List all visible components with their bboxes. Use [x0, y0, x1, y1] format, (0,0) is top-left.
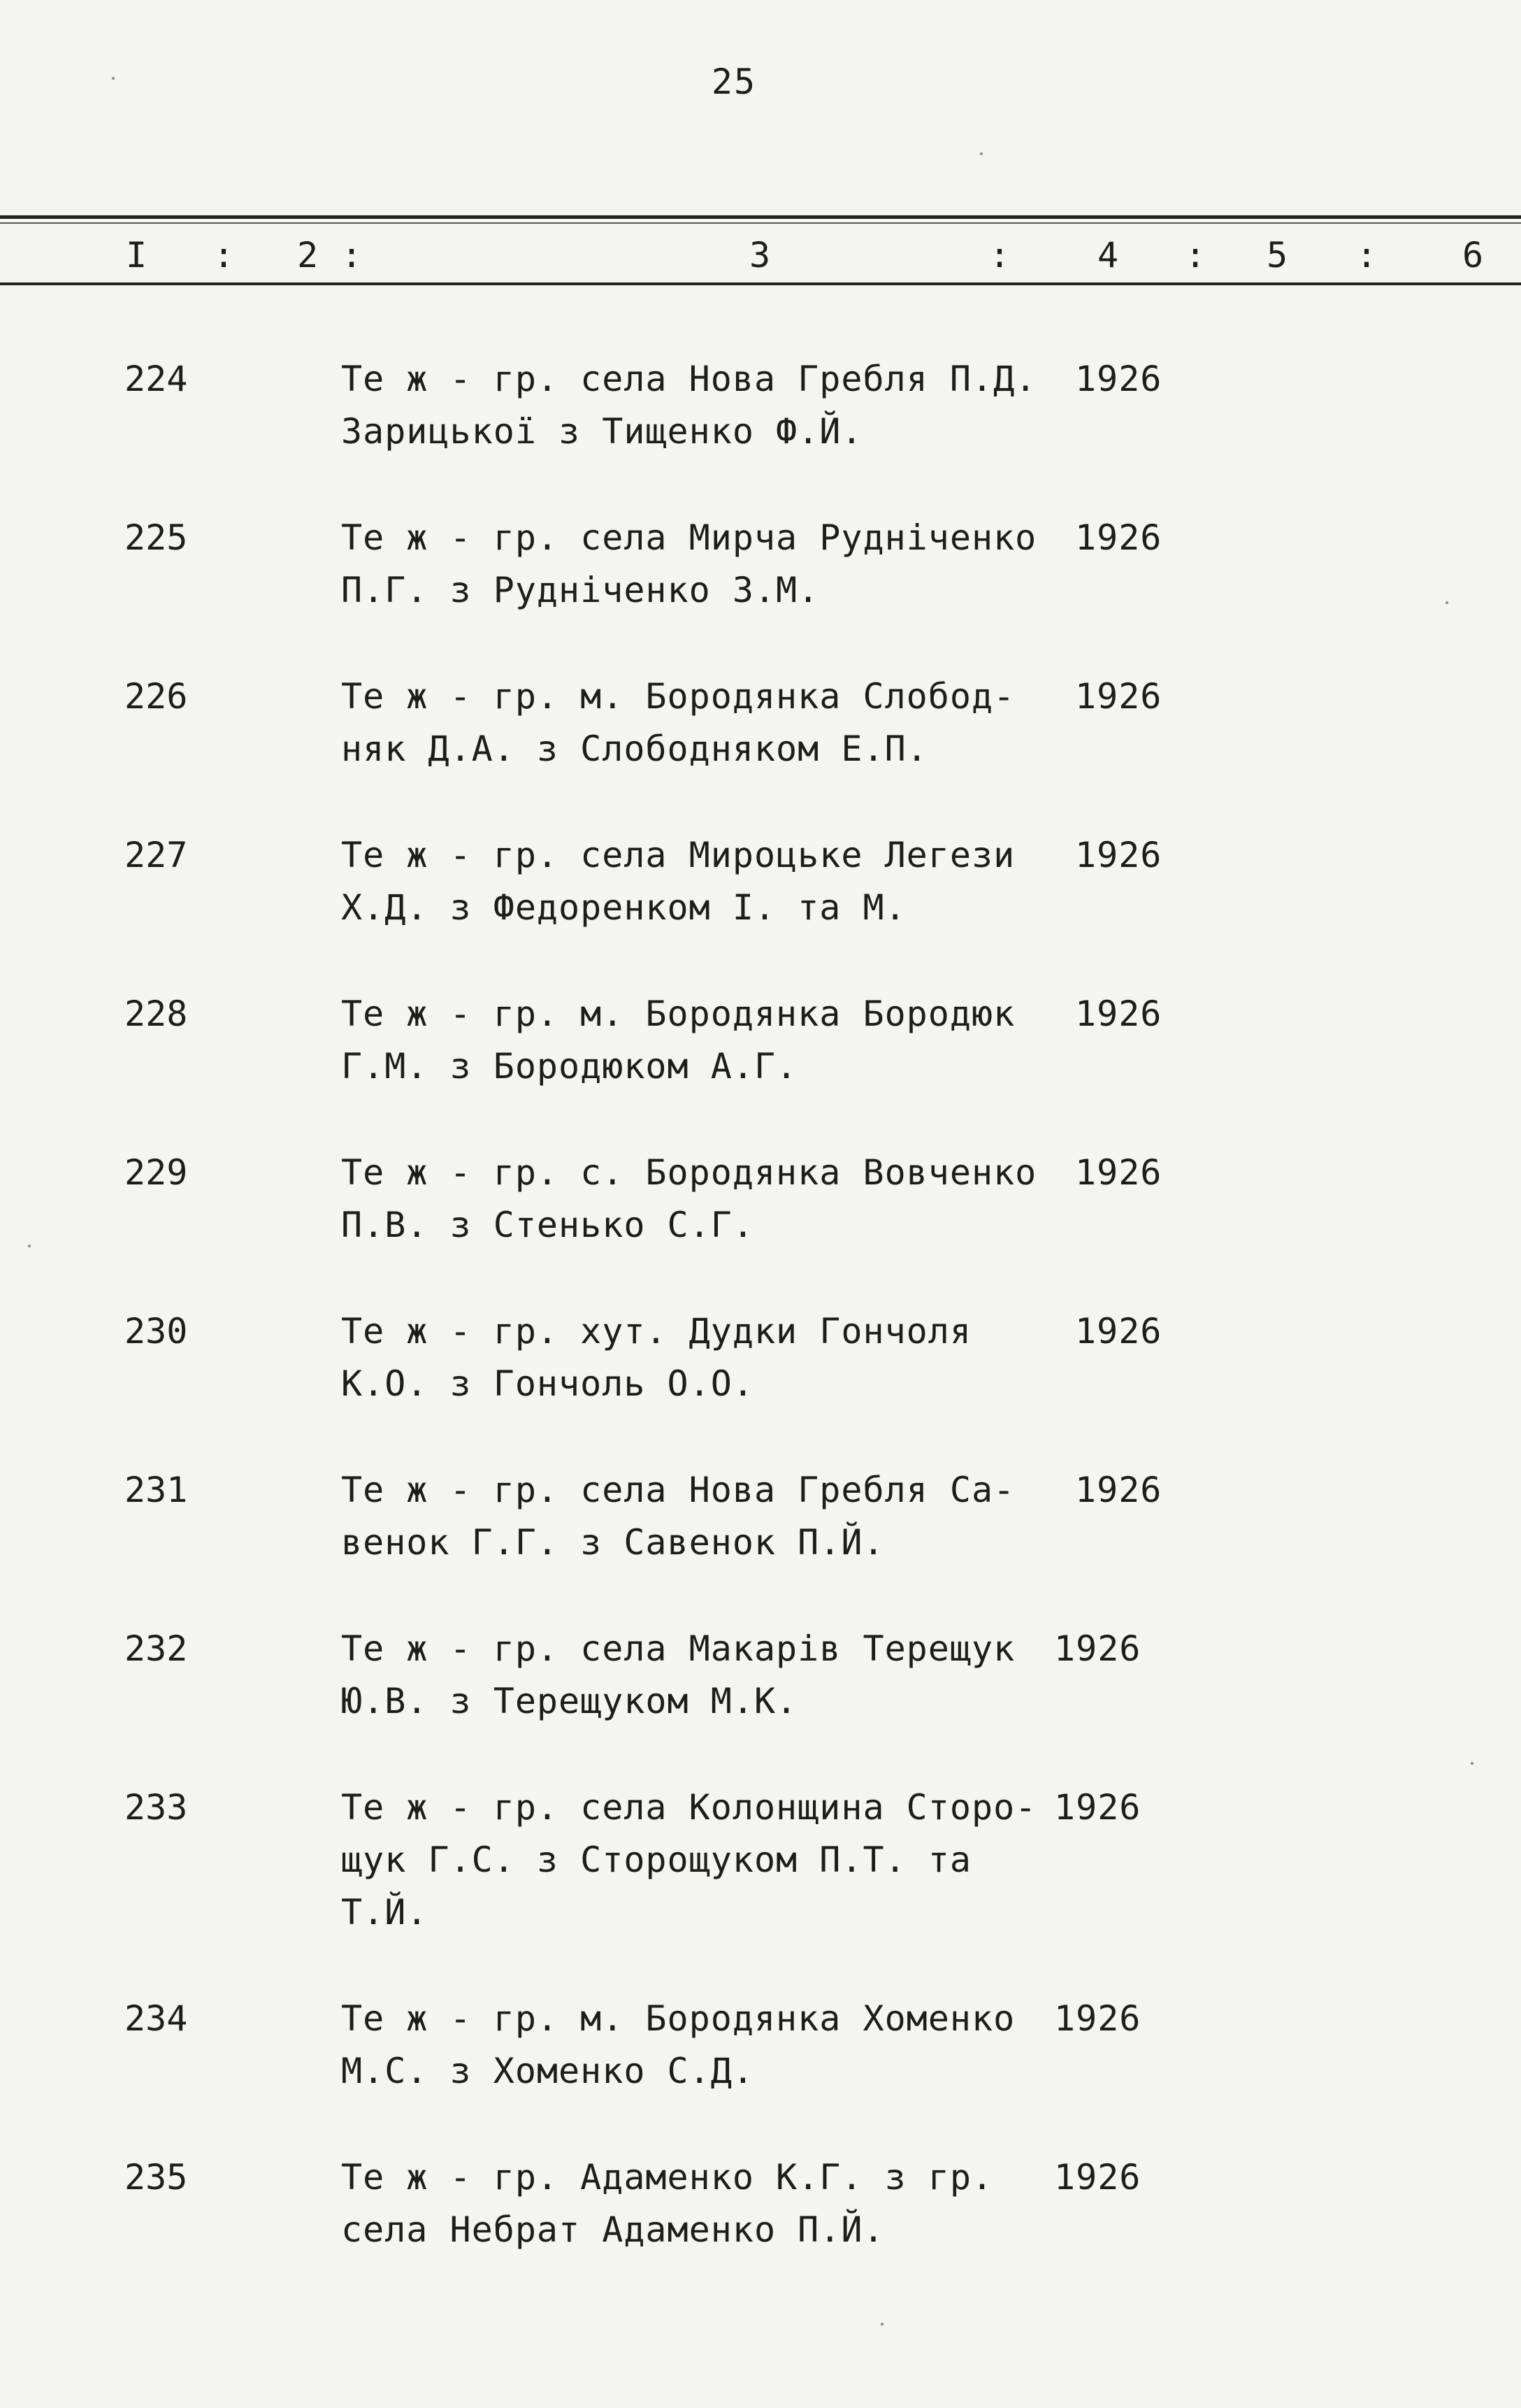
entry-description-line: Зарицької з Тищенко Ф.Й.: [341, 411, 863, 452]
entry-description: [341, 512, 1037, 617]
entry-description: [341, 1305, 972, 1410]
entry-year: 1926: [1075, 676, 1162, 717]
entry-description-line: Т.Й.: [341, 1892, 428, 1933]
entry-description-line: Те ж - гр. села Нова Гребля Са-: [341, 1470, 1016, 1510]
entry-number: 225: [124, 517, 188, 558]
entry-description-line: Те ж - гр. села Макарів Терещук: [341, 1628, 1016, 1669]
entry-year: 1926: [1075, 994, 1162, 1034]
paper-speck: [28, 1245, 31, 1247]
entry-description-line: венок Г.Г. з Савенок П.Й.: [341, 1522, 885, 1563]
entry-description: [341, 1147, 1037, 1252]
entry-description: [341, 1464, 1015, 1569]
entry-number: 232: [124, 1628, 188, 1669]
column-separator: :: [213, 235, 235, 275]
entry-number: 230: [124, 1311, 188, 1352]
entry-description-line: Те ж - гр. м. Бородянка Бородюк: [341, 994, 1016, 1034]
entry-description-line: Те ж - гр. с. Бородянка Вовченко: [341, 1152, 1037, 1193]
entry-description-line: Те ж - гр. села Мирча Рудніченко: [341, 517, 1037, 558]
entry-description-line: Те ж - гр. села Колонщина Сторо-: [341, 1787, 1037, 1828]
entry-description-line: щук Г.С. з Сторощуком П.Т. та: [341, 1840, 972, 1880]
entry-description: [341, 1993, 1015, 2098]
entry-year: 1926: [1054, 1998, 1141, 2039]
entry-year: 1926: [1054, 1628, 1141, 1669]
entry-description-line: Те ж - гр. м. Бородянка Хоменко: [341, 1998, 1016, 2039]
entry-description-line: Те ж - гр. м. Бородянка Слобод-: [341, 676, 1016, 717]
column-header-4: 4: [1097, 235, 1119, 275]
entry-number: 227: [124, 835, 188, 875]
entry-year: 1926: [1075, 835, 1162, 875]
paper-speck: [112, 77, 115, 80]
entry-year: 1926: [1075, 1152, 1162, 1193]
column-header-6: 6: [1462, 235, 1484, 275]
entry-description-line: М.С. з Хоменко С.Д.: [341, 2051, 754, 2091]
paper-speck: [881, 2323, 884, 2325]
header-rule-top-thin: [0, 222, 1521, 224]
entry-number: 233: [124, 1787, 188, 1828]
entry-year: 1926: [1054, 2157, 1141, 2198]
entry-year: 1926: [1054, 1787, 1141, 1828]
entry-description: [341, 829, 1015, 934]
column-separator: :: [989, 235, 1011, 275]
paper-speck: [1446, 601, 1448, 604]
column-separator: :: [1185, 235, 1206, 275]
entry-number: 229: [124, 1152, 188, 1193]
entry-description-line: Те ж - гр. села Мироцьке Легези: [341, 835, 1016, 875]
paper-speck: [1471, 1762, 1473, 1765]
entry-description: [341, 353, 1037, 458]
column-header-3: 3: [749, 235, 771, 275]
column-separator: :: [1356, 235, 1378, 275]
entry-number: 226: [124, 676, 188, 717]
entry-description-line: Те ж - гр. Адаменко К.Г. з гр.: [341, 2157, 994, 2198]
entry-year: 1926: [1075, 1311, 1162, 1352]
entry-description-line: няк Д.А. з Слободняком Е.П.: [341, 729, 928, 769]
column-header-2: 2: [297, 235, 319, 275]
entry-description: [341, 1782, 1037, 1939]
entry-description-line: Ю.В. з Терещуком М.К.: [341, 1681, 798, 1721]
header-rule-top: [0, 215, 1521, 219]
entry-number: 228: [124, 994, 188, 1034]
entry-description-line: Те ж - гр. хут. Дудки Гончоля: [341, 1311, 972, 1352]
page-number: 25: [711, 62, 757, 102]
header-rule-bottom: [0, 282, 1521, 285]
entry-description: [341, 988, 1015, 1093]
entry-number: 231: [124, 1470, 188, 1510]
entry-year: 1926: [1075, 1470, 1162, 1510]
entry-description: [341, 1623, 1015, 1728]
entry-number: 234: [124, 1998, 188, 2039]
entry-description: [341, 671, 1015, 775]
entry-description-line: К.О. з Гончоль О.О.: [341, 1363, 754, 1404]
entry-description-line: П.Г. з Рудніченко З.М.: [341, 570, 820, 610]
column-header-1: I: [126, 235, 147, 275]
entry-number: 235: [124, 2157, 188, 2198]
entry-description: [341, 2151, 993, 2256]
column-separator: :: [341, 235, 363, 275]
entry-description-line: П.В. з Стенько С.Г.: [341, 1205, 754, 1245]
entry-description-line: Г.М. з Бородюком А.Г.: [341, 1046, 798, 1087]
entry-description-line: Х.Д. з Федоренком І. та М.: [341, 887, 907, 928]
entry-year: 1926: [1075, 359, 1162, 399]
paper-speck: [980, 152, 983, 155]
entry-description-line: села Небрат Адаменко П.Й.: [341, 2209, 885, 2250]
column-header-5: 5: [1267, 235, 1288, 275]
entry-description-line: Те ж - гр. села Нова Гребля П.Д.: [341, 359, 1037, 399]
entry-year: 1926: [1075, 517, 1162, 558]
entry-number: 224: [124, 359, 188, 399]
